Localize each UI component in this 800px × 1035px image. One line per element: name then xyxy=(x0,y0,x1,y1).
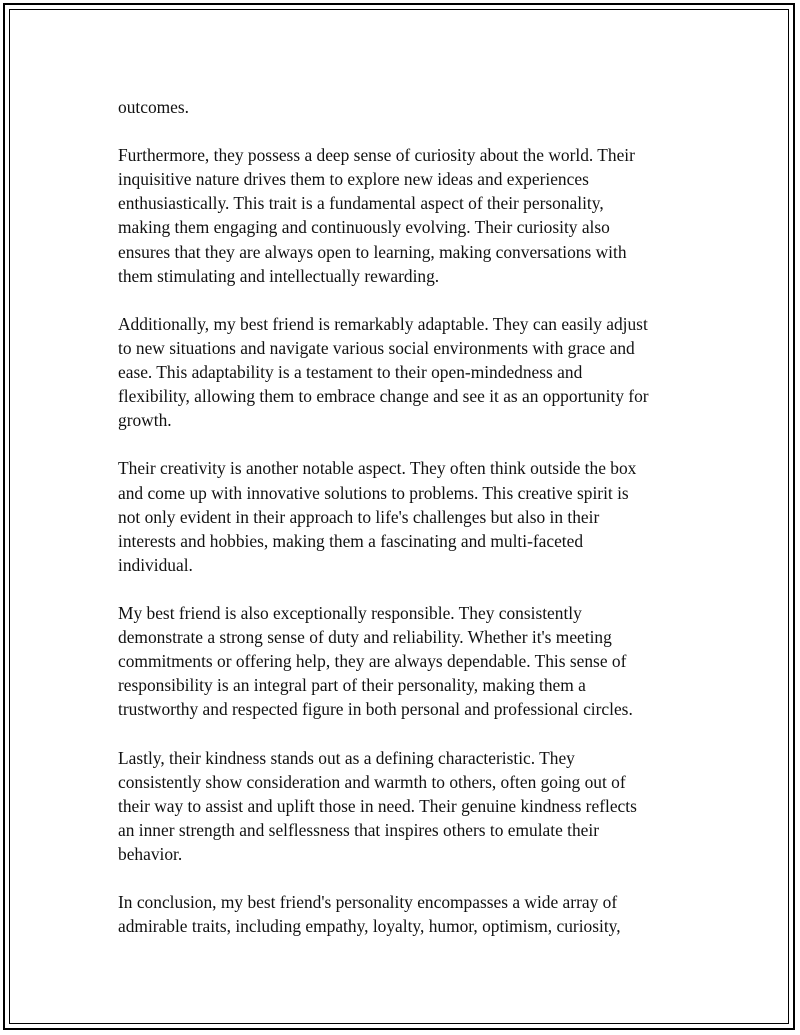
paragraph-responsibility: My best friend is also exceptionally responsible. They consistently demonstrate a strong sense of duty and reliability. Whether it's meeting commitments or offering help, they are always dependable. This sense of responsibility is an integral part of their personality, making them a trustworthy and respected figure in both personal and professional circles. xyxy=(118,602,633,720)
paragraph-creativity: Their creativity is another notable aspect. They often think outside the box and come up with innovative solutions to problems. This creative spirit is not only evident in their approach to life's challenges but also in their interests and hobbies, making them a fascinating and multi-faceted individual. xyxy=(118,458,637,575)
paragraph-curiosity: Furthermore, they possess a deep sense of curiosity about the world. Their inquisitive nature drives them to explore new ideas and experiences enthusiastically. This trait is a fundamental aspect of their personality, making them engaging and continuously evolving. Their curiosity also ensures that they are always open to learning, making conversations with them stimulating and intellectually rewarding. xyxy=(118,145,635,286)
document-body xyxy=(118,95,683,962)
paragraph-adaptability: Additionally, my best friend is remarkably adaptable. They can easily adjust to new situations and navigate various social environments with grace and ease. This adaptability is a testament to their open-mindedness and flexibility, allowing them to embrace change and see it as an opportunity for growth. xyxy=(118,313,649,431)
paragraph-conclusion: In conclusion, my best friend's personality encompasses a wide array of admirable traits, including empathy, loyalty, humor, optimism, curiosity, xyxy=(118,892,621,937)
paragraph-outcomes: outcomes. xyxy=(118,97,189,117)
paragraph-kindness: Lastly, their kindness stands out as a defining characteristic. They consistently show consideration and warmth to others, often going out of their way to assist and uplift those in need. Their genuine kindness reflects an inner strength and selflessness that inspires others to emulate their behavior. xyxy=(118,747,637,864)
